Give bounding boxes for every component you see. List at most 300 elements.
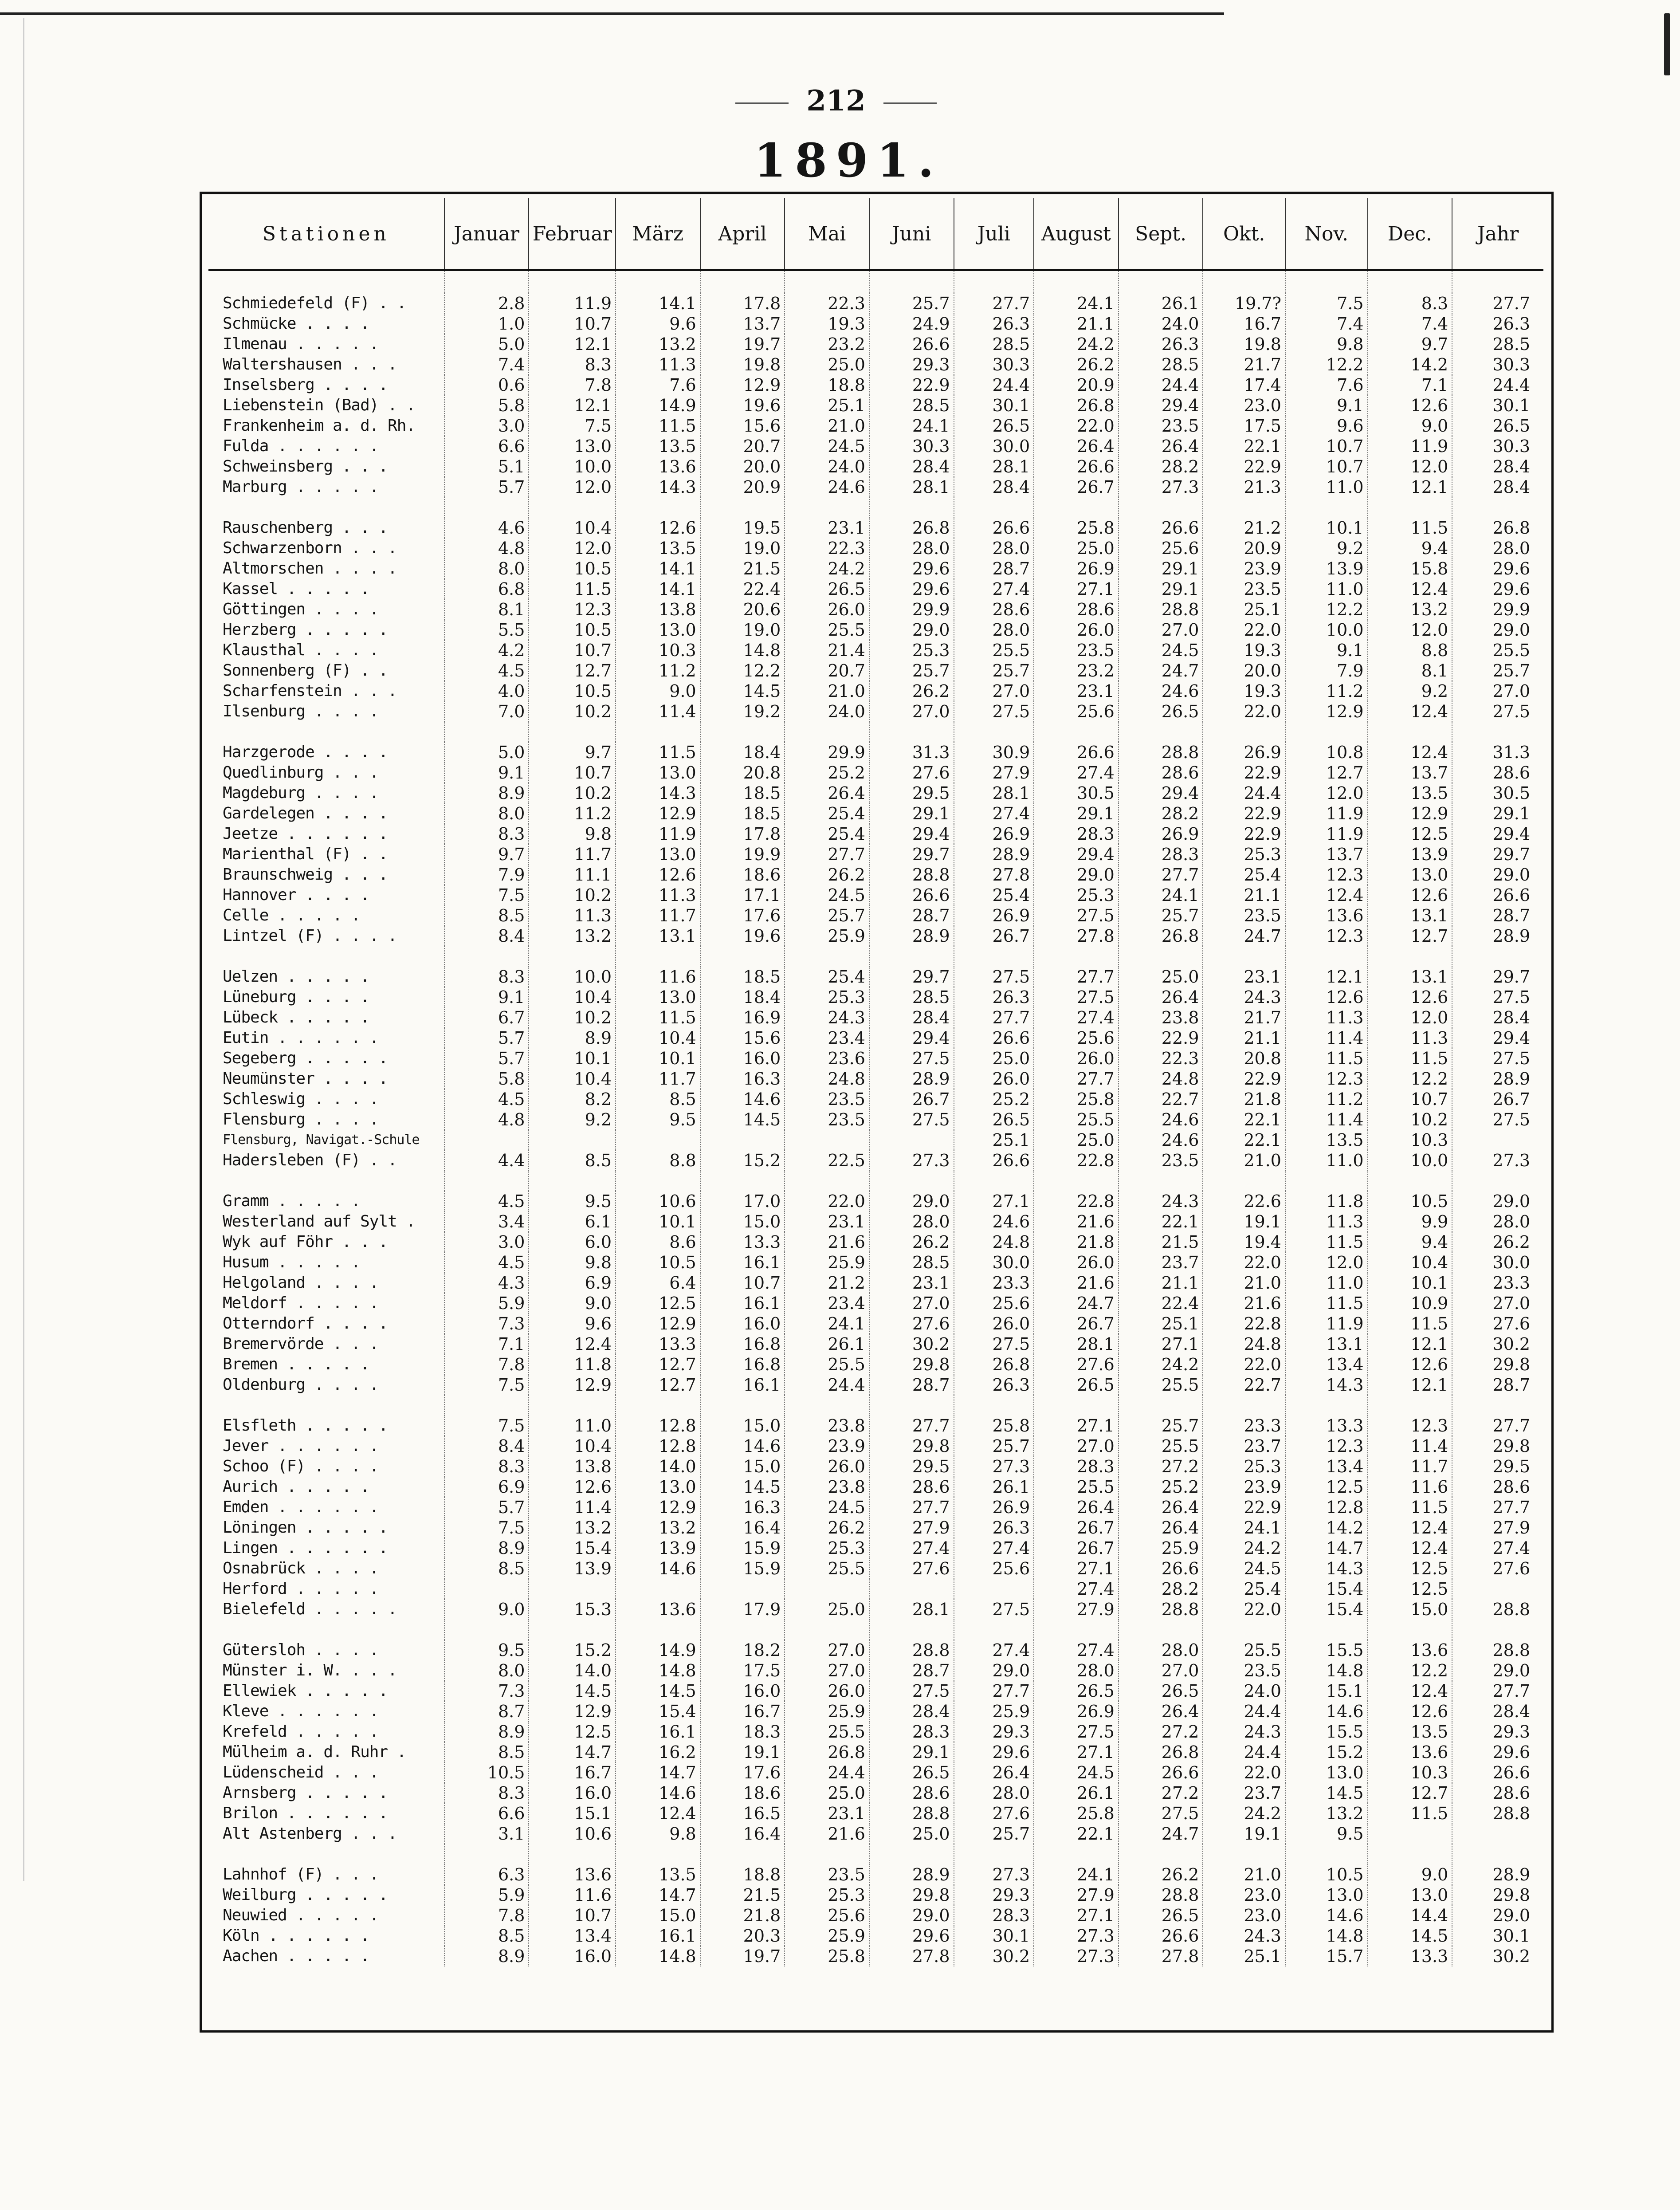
month-value: 29.0 xyxy=(869,620,954,640)
month-value: 24.7 xyxy=(1034,1293,1119,1313)
month-value: 16.1 xyxy=(616,1926,700,1946)
month-value: 12.2 xyxy=(1285,354,1368,375)
month-value: 29.3 xyxy=(869,354,954,375)
station-name: Osnabrück . . . . xyxy=(223,1559,379,1577)
month-value: 27.9 xyxy=(869,1518,954,1538)
month-value: 28.1 xyxy=(869,477,954,497)
month-value: 12.3 xyxy=(1368,1416,1452,1436)
month-value: 12.1 xyxy=(1285,967,1368,987)
annual-value: 27.5 xyxy=(1452,1109,1543,1130)
table-row xyxy=(208,1660,1543,1681)
month-value xyxy=(785,1130,869,1150)
month-value: 17.0 xyxy=(700,1191,785,1211)
month-value: 22.0 xyxy=(1203,701,1285,722)
month-value: 18.6 xyxy=(700,865,785,885)
month-value: 26.3 xyxy=(954,987,1034,1007)
spacer-cell xyxy=(1034,1395,1119,1416)
month-value: 14.4 xyxy=(1368,1905,1452,1926)
month-value: 14.2 xyxy=(1368,354,1452,375)
month-value: 7.8 xyxy=(444,1905,529,1926)
month-value: 13.5 xyxy=(1368,783,1452,803)
month-value: 8.6 xyxy=(616,1232,700,1252)
month-value: 12.4 xyxy=(616,1803,700,1824)
annual-value xyxy=(1452,1824,1543,1844)
month-value: 9.2 xyxy=(1285,538,1368,558)
month-value: 21.7 xyxy=(1203,1007,1285,1028)
spacer-cell xyxy=(1119,946,1203,967)
month-value: 9.7 xyxy=(1368,334,1452,354)
month-value: 13.6 xyxy=(1285,905,1368,926)
month-value: 13.0 xyxy=(1285,1885,1368,1905)
annual-value: 28.6 xyxy=(1452,1783,1543,1803)
month-value: 17.5 xyxy=(1203,416,1285,436)
spacer-cell xyxy=(785,270,869,293)
month-value: 28.7 xyxy=(954,558,1034,579)
station-name: Aachen . . . . . xyxy=(223,1947,369,1965)
month-value: 11.2 xyxy=(529,803,616,824)
month-value: 21.6 xyxy=(1034,1211,1119,1232)
month-value: 21.0 xyxy=(1203,1273,1285,1293)
column-header: Juli xyxy=(954,198,1034,270)
month-value: 29.0 xyxy=(869,1905,954,1926)
annual-value: 29.6 xyxy=(1452,558,1543,579)
month-value: 26.7 xyxy=(1034,1313,1119,1334)
month-value: 25.7 xyxy=(1119,905,1203,926)
month-value: 11.0 xyxy=(529,1416,616,1436)
table-row xyxy=(208,1885,1543,1905)
annual-value: 27.7 xyxy=(1452,1416,1543,1436)
month-value: 25.7 xyxy=(869,661,954,681)
spacer-cell xyxy=(616,946,700,967)
column-header: Januar xyxy=(444,198,529,270)
month-value: 28.0 xyxy=(954,1783,1034,1803)
month-value: 11.5 xyxy=(1285,1048,1368,1069)
annual-value: 28.9 xyxy=(1452,926,1543,946)
spacer-cell xyxy=(700,722,785,742)
month-value: 13.2 xyxy=(529,926,616,946)
station-name: Bremervörde . . . xyxy=(223,1335,379,1353)
month-value: 10.5 xyxy=(529,620,616,640)
month-value: 19.2 xyxy=(700,701,785,722)
month-value: 25.6 xyxy=(1034,1028,1119,1048)
month-value: 23.5 xyxy=(1203,905,1285,926)
month-value: 24.5 xyxy=(785,436,869,456)
month-value: 12.5 xyxy=(529,1722,616,1742)
month-value: 26.8 xyxy=(954,1354,1034,1375)
table-row xyxy=(208,1926,1543,1946)
month-value: 19.8 xyxy=(700,354,785,375)
month-value: 28.0 xyxy=(869,538,954,558)
month-value: 12.4 xyxy=(1368,1681,1452,1701)
month-value: 27.5 xyxy=(869,1109,954,1130)
month-value: 27.5 xyxy=(954,1334,1034,1354)
month-value: 16.3 xyxy=(700,1069,785,1089)
month-value: 9.2 xyxy=(529,1109,616,1130)
month-value: 25.8 xyxy=(1034,1803,1119,1824)
month-value: 26.9 xyxy=(1203,742,1285,763)
month-value: 27.7 xyxy=(1119,865,1203,885)
spacer-cell xyxy=(1119,1395,1203,1416)
spacer-cell xyxy=(1119,270,1203,293)
month-value: 7.9 xyxy=(1285,661,1368,681)
station-name: Segeberg . . . . . xyxy=(223,1049,388,1067)
spacer-cell xyxy=(869,1395,954,1416)
month-value: 16.7 xyxy=(1203,314,1285,334)
station-name: Schmiedefeld (F) . . xyxy=(223,294,406,312)
month-value: 22.6 xyxy=(1203,1191,1285,1211)
month-value: 28.5 xyxy=(954,334,1034,354)
month-value: 20.8 xyxy=(1203,1048,1285,1069)
month-value: 23.1 xyxy=(785,1211,869,1232)
month-value: 12.4 xyxy=(1368,579,1452,599)
month-value: 27.0 xyxy=(954,681,1034,701)
month-value: 27.3 xyxy=(1034,1926,1119,1946)
month-value: 22.0 xyxy=(1203,1762,1285,1783)
month-value: 9.5 xyxy=(529,1191,616,1211)
month-value: 12.7 xyxy=(529,661,616,681)
month-value: 5.9 xyxy=(444,1885,529,1905)
month-value: 12.6 xyxy=(616,865,700,885)
annual-value: 28.8 xyxy=(1452,1599,1543,1620)
month-value: 8.5 xyxy=(444,1926,529,1946)
month-value: 6.0 xyxy=(529,1232,616,1252)
month-value: 24.4 xyxy=(1203,783,1285,803)
month-value: 25.4 xyxy=(954,885,1034,905)
month-value: 8.7 xyxy=(444,1701,529,1722)
spacer-cell xyxy=(616,497,700,518)
month-value: 21.1 xyxy=(1119,1273,1203,1293)
month-value: 17.8 xyxy=(700,824,785,844)
month-value: 10.5 xyxy=(444,1762,529,1783)
month-value: 29.5 xyxy=(869,1456,954,1477)
annual-value: 30.3 xyxy=(1452,436,1543,456)
station-name: Ilsenburg . . . . xyxy=(223,702,379,720)
table-row xyxy=(208,1518,1543,1538)
month-value: 25.5 xyxy=(785,620,869,640)
spacer-cell xyxy=(1285,270,1368,293)
annual-value: 29.1 xyxy=(1452,803,1543,824)
month-value: 11.3 xyxy=(616,885,700,905)
table-row xyxy=(208,1824,1543,1844)
month-value: 27.5 xyxy=(954,1599,1034,1620)
month-value: 12.7 xyxy=(616,1354,700,1375)
month-value: 13.0 xyxy=(1285,1762,1368,1783)
annual-value: 29.0 xyxy=(1452,1191,1543,1211)
month-value xyxy=(700,1579,785,1599)
spacer-cell xyxy=(1452,497,1543,518)
month-value: 25.9 xyxy=(785,1926,869,1946)
month-value: 23.1 xyxy=(1203,967,1285,987)
month-value: 27.6 xyxy=(869,1558,954,1579)
month-value: 14.7 xyxy=(529,1742,616,1762)
month-value: 28.2 xyxy=(1119,456,1203,477)
station-name: Emden . . . . . . xyxy=(223,1498,379,1516)
month-value: 14.8 xyxy=(1285,1660,1368,1681)
month-value: 9.0 xyxy=(444,1599,529,1620)
month-value: 14.8 xyxy=(616,1946,700,1966)
month-value: 23.4 xyxy=(785,1293,869,1313)
month-value: 8.0 xyxy=(444,558,529,579)
spacer-cell xyxy=(1203,1171,1285,1191)
month-value: 27.7 xyxy=(1034,1069,1119,1089)
spacer-cell xyxy=(954,1844,1034,1864)
month-value: 24.2 xyxy=(1203,1803,1285,1824)
month-value: 10.2 xyxy=(529,701,616,722)
spacer-cell xyxy=(1285,1844,1368,1864)
month-value: 26.4 xyxy=(1119,987,1203,1007)
spacer-cell xyxy=(785,1395,869,1416)
month-value: 13.3 xyxy=(700,1232,785,1252)
month-value: 26.5 xyxy=(954,416,1034,436)
annual-value: 28.9 xyxy=(1452,1069,1543,1089)
station-name: Lüdenscheid . . . xyxy=(223,1763,379,1781)
month-value: 16.3 xyxy=(700,1497,785,1518)
column-header: Jahr xyxy=(1452,198,1543,270)
month-value: 12.9 xyxy=(1285,701,1368,722)
station-name: Inselsberg . . . . xyxy=(223,376,388,394)
month-value: 23.5 xyxy=(1034,640,1119,661)
month-value: 22.1 xyxy=(1034,1824,1119,1844)
month-value: 28.6 xyxy=(1119,763,1203,783)
month-value: 29.8 xyxy=(869,1354,954,1375)
month-value: 24.4 xyxy=(1119,375,1203,395)
month-value: 10.1 xyxy=(1285,518,1368,538)
month-value: 29.1 xyxy=(869,803,954,824)
month-value: 26.0 xyxy=(1034,1048,1119,1069)
table-row xyxy=(208,436,1543,456)
month-value: 7.5 xyxy=(444,1518,529,1538)
month-value: 8.3 xyxy=(444,967,529,987)
month-value: 30.2 xyxy=(954,1946,1034,1966)
month-value: 24.1 xyxy=(1034,1864,1119,1885)
month-value: 10.4 xyxy=(529,518,616,538)
month-value: 14.5 xyxy=(616,1681,700,1701)
month-value: 18.6 xyxy=(700,1783,785,1803)
annual-value: 29.0 xyxy=(1452,865,1543,885)
month-value: 30.2 xyxy=(869,1334,954,1354)
month-value: 14.3 xyxy=(1285,1375,1368,1395)
month-value: 24.5 xyxy=(785,885,869,905)
station-name: Jever . . . . . . xyxy=(223,1437,379,1455)
month-value: 19.0 xyxy=(700,538,785,558)
month-value: 27.8 xyxy=(1119,1946,1203,1966)
table-row xyxy=(208,1701,1543,1722)
month-value: 8.5 xyxy=(444,1742,529,1762)
month-value: 19.0 xyxy=(700,620,785,640)
month-value: 11.5 xyxy=(1368,1497,1452,1518)
top-rule xyxy=(0,12,1224,15)
table-row xyxy=(208,1803,1543,1824)
station-name: Klausthal . . . . xyxy=(223,641,379,659)
month-value: 28.4 xyxy=(869,456,954,477)
month-value: 28.5 xyxy=(1119,354,1203,375)
month-value: 23.5 xyxy=(1203,1660,1285,1681)
month-value: 23.8 xyxy=(785,1477,869,1497)
month-value: 22.9 xyxy=(1203,456,1285,477)
table-row xyxy=(208,1640,1543,1660)
spacer-cell xyxy=(444,946,529,967)
month-value: 24.8 xyxy=(954,1232,1034,1252)
month-value: 20.8 xyxy=(700,763,785,783)
annual-value: 26.5 xyxy=(1452,416,1543,436)
month-value: 13.2 xyxy=(529,1518,616,1538)
month-value: 4.0 xyxy=(444,681,529,701)
month-value: 15.6 xyxy=(700,1028,785,1048)
month-value: 10.2 xyxy=(1368,1109,1452,1130)
month-value xyxy=(444,1579,529,1599)
month-value: 22.9 xyxy=(1119,1028,1203,1048)
spacer-cell xyxy=(785,722,869,742)
month-value: 15.3 xyxy=(529,1599,616,1620)
month-value: 23.7 xyxy=(1203,1783,1285,1803)
month-value: 23.8 xyxy=(785,1416,869,1436)
table-row xyxy=(208,518,1543,538)
month-value: 25.3 xyxy=(785,1885,869,1905)
month-value: 11.8 xyxy=(1285,1191,1368,1211)
month-value: 11.5 xyxy=(1368,518,1452,538)
station-name: Flensburg . . . . xyxy=(223,1110,379,1129)
month-value: 26.8 xyxy=(869,518,954,538)
month-value: 14.0 xyxy=(529,1660,616,1681)
month-value: 9.4 xyxy=(1368,1232,1452,1252)
annual-value: 31.3 xyxy=(1452,742,1543,763)
month-value: 27.1 xyxy=(1034,1416,1119,1436)
month-value: 29.6 xyxy=(869,1926,954,1946)
spacer-cell xyxy=(1203,1620,1285,1640)
month-value: 6.9 xyxy=(529,1273,616,1293)
month-value: 18.2 xyxy=(700,1640,785,1660)
month-value: 10.0 xyxy=(529,967,616,987)
month-value: 18.8 xyxy=(785,375,869,395)
month-value: 7.0 xyxy=(444,701,529,722)
month-value: 14.5 xyxy=(700,681,785,701)
month-value: 30.3 xyxy=(954,354,1034,375)
month-value: 23.1 xyxy=(785,1803,869,1824)
month-value: 12.6 xyxy=(616,518,700,538)
month-value: 11.3 xyxy=(616,354,700,375)
month-value: 14.6 xyxy=(616,1558,700,1579)
month-value: 22.0 xyxy=(1034,416,1119,436)
spacer-cell xyxy=(208,497,444,518)
month-value: 4.6 xyxy=(444,518,529,538)
month-value: 29.3 xyxy=(954,1722,1034,1742)
month-value: 10.3 xyxy=(1368,1130,1452,1150)
month-value: 7.3 xyxy=(444,1681,529,1701)
annual-value: 29.8 xyxy=(1452,1436,1543,1456)
month-value: 27.1 xyxy=(1034,1905,1119,1926)
station-name: Herzberg . . . . . xyxy=(223,621,388,639)
month-value: 29.0 xyxy=(869,1191,954,1211)
annual-value: 28.4 xyxy=(1452,456,1543,477)
month-value: 24.3 xyxy=(1119,1191,1203,1211)
month-value: 25.7 xyxy=(954,1824,1034,1844)
month-value: 10.7 xyxy=(529,640,616,661)
month-value: 12.9 xyxy=(700,375,785,395)
month-value: 24.4 xyxy=(785,1375,869,1395)
month-value: 10.8 xyxy=(1285,742,1368,763)
month-value: 12.4 xyxy=(529,1334,616,1354)
month-value: 8.3 xyxy=(1368,293,1452,314)
spacer-cell xyxy=(785,1844,869,1864)
table-row xyxy=(208,1558,1543,1579)
page-year: 1891. xyxy=(754,133,943,188)
table-row xyxy=(208,620,1543,640)
month-value: 7.4 xyxy=(1368,314,1452,334)
month-value: 24.4 xyxy=(1203,1742,1285,1762)
month-value: 21.3 xyxy=(1203,477,1285,497)
month-value: 10.4 xyxy=(529,1069,616,1089)
month-value xyxy=(869,1130,954,1150)
month-value: 24.5 xyxy=(785,1497,869,1518)
month-value: 28.6 xyxy=(869,1477,954,1497)
month-value: 12.6 xyxy=(1368,885,1452,905)
month-value: 12.0 xyxy=(1368,456,1452,477)
month-value: 14.5 xyxy=(529,1681,616,1701)
month-value: 26.6 xyxy=(869,334,954,354)
spacer-cell xyxy=(869,1171,954,1191)
month-value: 9.1 xyxy=(1285,640,1368,661)
month-value: 10.4 xyxy=(1368,1252,1452,1273)
table-row xyxy=(208,1150,1543,1171)
month-value: 12.4 xyxy=(1368,742,1452,763)
month-value: 14.1 xyxy=(616,579,700,599)
spacer-cell xyxy=(1203,722,1285,742)
month-value: 29.7 xyxy=(869,967,954,987)
month-value: 15.9 xyxy=(700,1558,785,1579)
month-value: 25.5 xyxy=(1203,1640,1285,1660)
spacer-cell xyxy=(1285,1171,1368,1191)
spacer-cell xyxy=(529,270,616,293)
station-name: Ilmenau . . . . . xyxy=(223,335,379,353)
month-value: 14.6 xyxy=(1285,1905,1368,1926)
month-value: 12.6 xyxy=(1368,1354,1452,1375)
spacer-cell xyxy=(954,1171,1034,1191)
month-value: 27.6 xyxy=(869,763,954,783)
month-value: 27.2 xyxy=(1119,1783,1203,1803)
month-value: 8.0 xyxy=(444,1660,529,1681)
month-value: 27.4 xyxy=(1034,763,1119,783)
table-row xyxy=(208,1028,1543,1048)
month-value: 11.3 xyxy=(1368,1028,1452,1048)
month-value: 8.5 xyxy=(444,1558,529,1579)
table-row xyxy=(208,1130,1543,1150)
month-value: 13.4 xyxy=(1285,1354,1368,1375)
annual-value: 27.9 xyxy=(1452,1518,1543,1538)
month-value: 13.1 xyxy=(1368,967,1452,987)
station-name: Neuwied . . . . . xyxy=(223,1906,379,1924)
month-value: 12.4 xyxy=(1368,701,1452,722)
month-value: 28.3 xyxy=(1034,824,1119,844)
month-value: 24.4 xyxy=(785,1762,869,1783)
month-value: 12.4 xyxy=(1368,1518,1452,1538)
month-value: 22.1 xyxy=(1203,436,1285,456)
month-value: 26.7 xyxy=(869,1089,954,1109)
month-value: 25.8 xyxy=(785,1946,869,1966)
spacer-cell xyxy=(529,1171,616,1191)
month-value: 11.0 xyxy=(1285,477,1368,497)
month-value: 10.4 xyxy=(529,987,616,1007)
month-value: 27.1 xyxy=(1034,579,1119,599)
month-value: 28.9 xyxy=(869,1069,954,1089)
table-row xyxy=(208,1456,1543,1477)
month-value: 24.3 xyxy=(1203,1926,1285,1946)
month-value: 4.8 xyxy=(444,538,529,558)
station-name: Uelzen . . . . . xyxy=(223,967,369,986)
month-value: 21.0 xyxy=(1203,1150,1285,1171)
table-row xyxy=(208,844,1543,865)
month-value: 9.2 xyxy=(1368,681,1452,701)
month-value: 12.9 xyxy=(616,803,700,824)
